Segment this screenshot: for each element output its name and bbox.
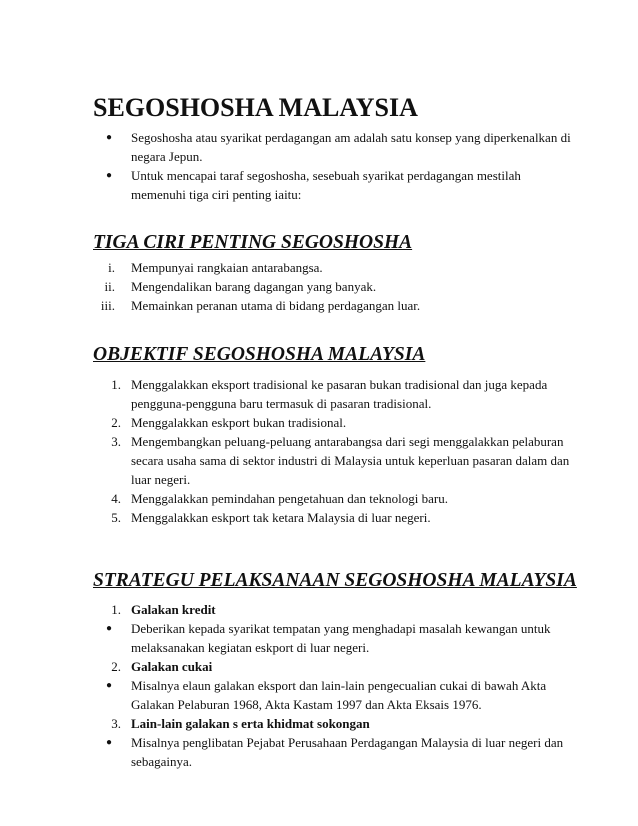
list-item-text: Deberikan kepada syarikat tempatan yang menghadapi masalah kewangan untuk melaksanakan kegiatan eskport di luar negeri.: [131, 621, 551, 655]
list-item-text: Segoshosha atau syarikat perdagangan am adalah satu konsep yang diperkenalkan di negara Jepun.: [131, 130, 571, 164]
bullet-icon: ●: [105, 170, 113, 181]
subheading-text: Galakan kredit: [131, 602, 216, 617]
list-marker: 2.: [111, 415, 121, 430]
bullet-icon: ●: [105, 132, 113, 143]
bullet-icon: ●: [105, 623, 113, 634]
list-item-text: Misalnya penglibatan Pejabat Perusahaan Perdagangan Malaysia di luar negeri dan sebagainya.: [131, 735, 564, 769]
list-item: [93, 296, 578, 315]
list-item: [93, 413, 578, 432]
list-item-text: Memainkan peranan utama di bidang perdagangan luar.: [131, 298, 421, 313]
list-item-text: Untuk mencapai taraf segoshosha, sesebuah syarikat perdagangan mestilah memenuhi tiga ciri penting iaitu:: [131, 168, 521, 202]
list-item: [93, 676, 578, 714]
list-item: [93, 508, 578, 527]
section-heading-strategi: STRATEGU PELAKSANAAN SEGOSHOSHA MALAYSIA: [93, 570, 577, 591]
list-item: [93, 733, 578, 771]
list-item: [93, 277, 578, 296]
page-title: SEGOSHOSHA MALAYSIA: [93, 93, 418, 122]
bullet-icon: ●: [105, 680, 113, 691]
list-marker: 2.: [111, 659, 121, 674]
list-item: [93, 657, 578, 676]
list-marker: 3.: [111, 716, 121, 731]
list-item-text: Menggalakkan eskport tak ketara Malaysia di luar negeri.: [131, 510, 431, 525]
strategi-list: [93, 600, 578, 771]
list-item: [93, 258, 578, 277]
list-marker: ii.: [104, 279, 115, 294]
list-marker: 5.: [111, 510, 121, 525]
list-item: [93, 128, 578, 166]
list-marker: 3.: [111, 434, 121, 449]
objektif-list: [93, 375, 578, 527]
list-item: [93, 714, 578, 733]
list-item-text: Menggalakkan eksport tradisional ke pasaran bukan tradisional dan juga kepada pengguna-pengguna baru termasuk di pasaran tradisional.: [131, 377, 548, 411]
list-item-text: Mengendalikan barang dagangan yang banyak.: [131, 279, 377, 294]
list-item: [93, 489, 578, 508]
list-marker: iii.: [100, 298, 115, 313]
bullet-icon: ●: [105, 737, 113, 748]
subheading-text: Galakan cukai: [131, 659, 213, 674]
section-heading-ciri: TIGA CIRI PENTING SEGOSHOSHA: [93, 232, 413, 253]
ciri-list: [93, 258, 578, 315]
list-marker: i.: [108, 260, 115, 275]
list-item-text: Mempunyai rangkaian antarabangsa.: [131, 260, 323, 275]
list-item: [93, 166, 578, 204]
list-marker: 4.: [111, 491, 121, 506]
list-item: [93, 619, 578, 657]
list-item: [93, 432, 578, 489]
list-item-text: Misalnya elaun galakan eksport dan lain-lain pengecualian cukai di bawah Akta Galakan Pelaburan 1968, Akta Kastam 1997 dan Akta Eksais 1976.: [131, 678, 547, 712]
list-item-text: Menggalakkan pemindahan pengetahuan dan teknologi baru.: [131, 491, 448, 506]
section-heading-objektif: OBJEKTIF SEGOSHOSHA MALAYSIA: [93, 344, 426, 365]
list-item: [93, 600, 578, 619]
list-item-text: Mengembangkan peluang-peluang antarabangsa dari segi menggalakkan pelaburan secara usaha sama di sektor industri di Malaysia untuk keperluan pasaran dalam dan luar negeri.: [131, 434, 570, 487]
list-marker: 1.: [111, 602, 121, 617]
intro-list: [93, 128, 578, 204]
list-item-text: Menggalakkan eskport bukan tradisional.: [131, 415, 347, 430]
list-marker: 1.: [111, 377, 121, 392]
subheading-text: Lain-lain galakan s erta khidmat sokongan: [131, 716, 370, 731]
list-item: [93, 375, 578, 413]
